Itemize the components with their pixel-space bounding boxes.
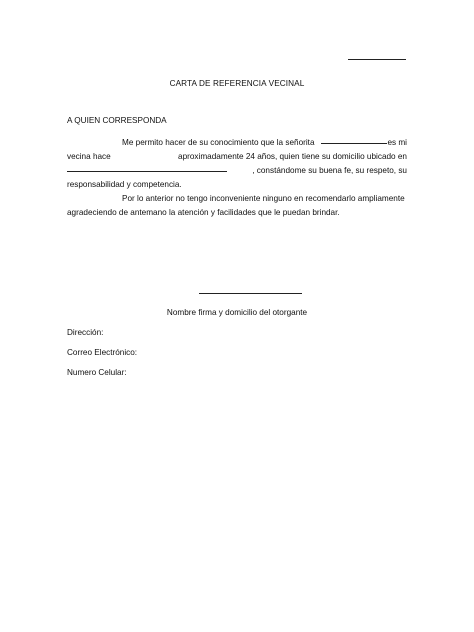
- address-blank: [67, 164, 227, 172]
- paragraph-2-line-1: [67, 192, 407, 206]
- paragraph-1-text-d: aproximadamente 24 años, quien tiene su domicilio ubicado en: [178, 152, 407, 161]
- name-blank: [321, 136, 388, 144]
- date-blank-line: [348, 59, 406, 60]
- email-label: Correo Electrónico:: [67, 348, 138, 357]
- paragraph-1-line-2: [67, 150, 407, 164]
- signature-caption: Nombre firma y domicilio del otorgante: [166, 308, 308, 317]
- paragraph-1-text-f: responsabilidad y competencia.: [67, 180, 182, 189]
- letter-title: CARTA DE REFERENCIA VECINAL: [169, 79, 305, 88]
- paragraph-1-line-4: [67, 178, 407, 192]
- paragraph-2: [67, 192, 407, 220]
- salutation: A QUIEN CORRESPONDA: [67, 116, 167, 125]
- address-label: Dirección:: [67, 328, 104, 337]
- paragraph-1-line-1: [67, 136, 407, 150]
- paragraph-1-text-c: vecina hace: [67, 152, 111, 161]
- paragraph-2-text-b: agradeciendo de antemano la atención y facilidades que le puedan brindar.: [67, 208, 340, 217]
- phone-label: Numero Celular:: [67, 368, 127, 377]
- signature-line: [199, 293, 302, 294]
- paragraph-1-text-e: , constándome su buena fe, su respeto, su: [252, 166, 407, 175]
- paragraph-2-line-2: [67, 206, 407, 220]
- paragraph-2-text-a: Por lo anterior no tengo inconveniente ninguno en recomendarlo ampliamente: [122, 194, 405, 203]
- paragraph-1-text-a: Me permito hacer de su conocimiento que la señorita: [122, 138, 315, 147]
- paragraph-1-line-3: [67, 164, 407, 178]
- paragraph-1-text-b: es mi: [387, 138, 407, 147]
- paragraph-1: [67, 136, 407, 192]
